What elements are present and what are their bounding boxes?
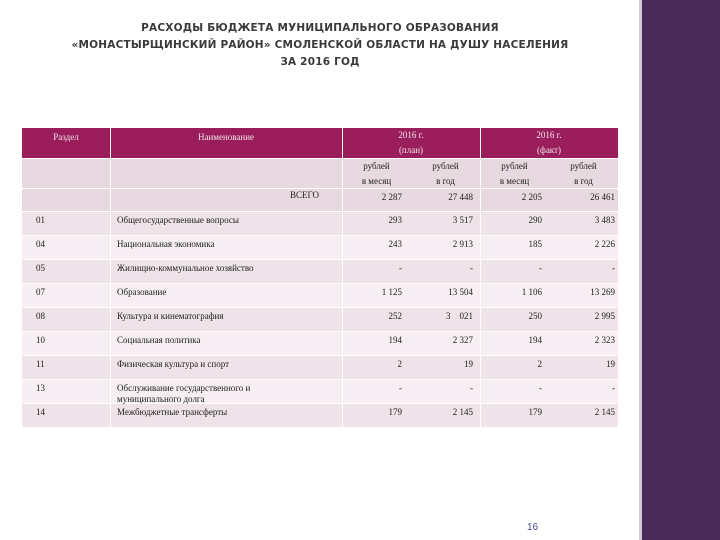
total-fact-year: 26 461 (590, 192, 615, 202)
total-row (22, 189, 618, 212)
row-plan-year: 2 913 (452, 239, 473, 249)
title-line-2: «МОНАСТЫРЩИНСКИЙ РАЙОН» СМОЛЕНСКОЙ ОБЛАСТИ НА ДУШУ НАСЕЛЕНИЯ (71, 39, 569, 51)
row-fact-year: 19 (606, 359, 615, 369)
column-divider (480, 128, 481, 453)
table-header-row (22, 128, 618, 159)
total-plan-year: 27 448 (448, 192, 473, 202)
decor-side-bar (642, 0, 720, 540)
row-fact-year: 2 226 (594, 239, 615, 249)
header-name: Наименование (197, 132, 255, 142)
table-row (22, 380, 618, 404)
row-name: Образование (117, 287, 167, 297)
row-plan-year: 3 021 (446, 311, 473, 321)
row-code: 07 (36, 287, 45, 297)
total-fact-month: 2 205 (521, 192, 542, 202)
subheader-l1: рублей (501, 161, 528, 171)
subheader-plan-year (411, 159, 480, 189)
header-fact-year: 2016 г. (536, 130, 562, 140)
table-row (22, 212, 618, 236)
row-code: 01 (36, 215, 45, 225)
row-name: Культура и кинематография (117, 311, 224, 321)
row-plan-year: 3 517 (452, 215, 473, 225)
subheader-l2: в год (436, 176, 455, 186)
column-divider (342, 128, 343, 453)
header-fact-label: (факт) (536, 145, 561, 155)
table-row (22, 332, 618, 356)
row-code: 05 (36, 263, 45, 273)
row-fact-month: 250 (528, 311, 542, 321)
header-plan (342, 128, 480, 158)
table-row (22, 404, 618, 428)
subheader-plan-month (342, 159, 411, 189)
row-plan-month: - (399, 383, 402, 393)
row-fact-month: 1 106 (521, 287, 542, 297)
row-code: 08 (36, 311, 45, 321)
subheader-l1: рублей (570, 161, 597, 171)
title-line-3: ЗА 2016 ГОД (280, 56, 360, 68)
row-plan-month: 243 (388, 239, 402, 249)
row-plan-month: 1 125 (381, 287, 402, 297)
header-plan-year: 2016 г. (398, 130, 424, 140)
page-title (20, 20, 620, 71)
row-plan-month: 293 (388, 215, 402, 225)
header-section: Раздел (53, 132, 79, 142)
row-plan-year: - (470, 383, 473, 393)
subheader-l2: в месяц (499, 176, 530, 186)
subheader-fact-month (480, 159, 549, 189)
subheader-fact-year (549, 159, 618, 189)
header-fact (480, 128, 618, 158)
row-fact-year: 13 269 (590, 287, 615, 297)
table-subheader-row (22, 159, 618, 189)
row-fact-month: - (539, 383, 542, 393)
total-plan-month: 2 287 (381, 192, 402, 202)
row-plan-month: 252 (388, 311, 402, 321)
subheader-l1: рублей (432, 161, 459, 171)
row-fact-year: 2 145 (594, 407, 615, 417)
table-row (22, 308, 618, 332)
row-fact-year: 2 323 (594, 335, 615, 345)
row-name: Жилищно-коммунальное хозяйство (117, 263, 254, 273)
row-name: Социальная политика (117, 335, 201, 345)
table-row (22, 284, 618, 308)
row-fact-year: - (612, 263, 615, 273)
row-plan-year: 2 327 (452, 335, 473, 345)
row-fact-month: 185 (528, 239, 542, 249)
table-row (22, 236, 618, 260)
row-fact-month: 2 (537, 359, 542, 369)
table-row (22, 356, 618, 380)
row-fact-month: - (539, 263, 542, 273)
total-label: ВСЕГО (290, 190, 319, 200)
table-row (22, 260, 618, 284)
row-plan-year: 2 145 (452, 407, 473, 417)
row-name: Обслуживание государственного и (117, 383, 251, 393)
row-name: Общегосударственные вопросы (117, 215, 239, 225)
header-plan-label: (план) (398, 145, 424, 155)
row-code: 11 (36, 359, 45, 369)
row-plan-year: - (470, 263, 473, 273)
row-plan-year: 19 (464, 359, 473, 369)
row-name: Физическая культура и спорт (117, 359, 230, 369)
row-code: 10 (36, 335, 45, 345)
page-number: 16 (527, 522, 539, 533)
row-name-line2: муниципального долга (117, 394, 205, 404)
row-fact-month: 194 (528, 335, 542, 345)
subheader-l2: в год (574, 176, 593, 186)
row-plan-month: 179 (388, 407, 402, 417)
row-fact-year: - (612, 383, 615, 393)
row-fact-month: 290 (528, 215, 542, 225)
subheader-l1: рублей (363, 161, 390, 171)
title-line-1: РАСХОДЫ БЮДЖЕТА МУНИЦИПАЛЬНОГО ОБРАЗОВАНИЯ (141, 22, 499, 34)
row-plan-month: - (399, 263, 402, 273)
row-fact-year: 2 995 (594, 311, 615, 321)
subheader-l2: в месяц (361, 176, 392, 186)
row-plan-month: 194 (388, 335, 402, 345)
row-code: 14 (36, 407, 45, 417)
row-code: 13 (36, 383, 45, 393)
row-fact-month: 179 (528, 407, 542, 417)
row-fact-year: 3 483 (594, 215, 615, 225)
column-divider (110, 128, 111, 453)
row-plan-month: 2 (397, 359, 402, 369)
row-name: Межбюджетные трансферты (117, 407, 228, 417)
row-name: Национальная экономика (117, 239, 215, 249)
row-code: 04 (36, 239, 45, 249)
row-plan-year: 13 504 (448, 287, 473, 297)
